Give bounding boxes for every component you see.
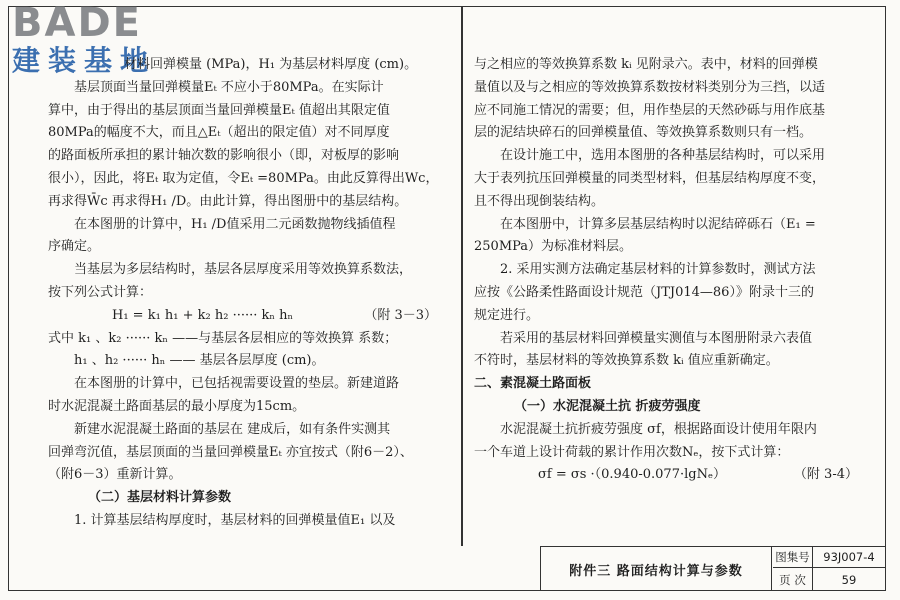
text-line: 规定进行。 [474, 307, 540, 323]
page-label: 页 次 [773, 568, 813, 591]
text-line: 的路面板所承担的累计轴次数的影响很小（即，对板厚的影响 [48, 148, 400, 164]
text-line: 层的泥结块碎石的回弹模量值、等效换算系数则只有一档。 [474, 125, 813, 141]
text-line: 大于表列抗压回弹模量的同类型材料，但基层结构厚度不变， [474, 170, 826, 186]
text-line: 应按《公路柔性路面设计规范（JTJ014—86）》附录十三的 [474, 284, 814, 300]
text-line: 且不得出现倒装结构。 [474, 193, 605, 209]
title-block [540, 546, 886, 591]
text-line: 若采用的基层材料回弹模量实测值与本图册附录六表值 [500, 330, 813, 346]
text-line: 在本图册中，计算多层基层结构时以泥结碎砾石（E₁ = [500, 216, 816, 232]
text-line: 再求得W̄c 再求得H₁ /D。由此计算，得出图册中的基层结构。 [48, 193, 408, 209]
text-line: 新建水泥混凝土路面的基层在 建成后，如有条件实测其 [74, 421, 391, 437]
text-line: 按下列公式计算： [48, 284, 153, 300]
text-line: 基层顶面当量回弹模量Eₜ 不应小于80MPa。在实际计 [74, 79, 384, 95]
text-line: h₁ 、h₂ ······ hₙ —— 基层各层厚度 (cm)。 [74, 353, 325, 369]
text-line: 2. 采用实测方法确定基层材料的计算参数时，测试方法 [500, 262, 816, 278]
text-line: 很小），因此，将Eₜ 取为定值，令Eₜ =80MPa。由此反算得出Wc， [48, 170, 439, 186]
watermark-chinese: 建装基地 [12, 44, 157, 77]
title-block-title: 附件三 路面结构计算与参数 [541, 547, 772, 591]
text-line: 250MPa）为标准材料层。 [474, 239, 633, 255]
text-line: 在本图册的计算中，H₁ /D值采用二元函数抛物线插值程 [74, 216, 396, 232]
text-line: 算中，由于得出的基层顶面当量回弹模量Eₜ 值超出其限定值 [48, 102, 390, 118]
text-line: 与之相应的等效换算系数 kᵢ 见附录六。表中，材料的回弹模 [474, 57, 818, 72]
formula-3-4: σf = σs ·（0.940-0.077·lgNₑ） [538, 467, 726, 483]
equation-number-3-4: （附 3-4） [793, 467, 858, 483]
formula-line [474, 464, 874, 487]
formula-line [48, 305, 453, 328]
text-line: 在本图册的计算中，已包括视需要设置的垫层。新建道路 [74, 376, 400, 392]
text-line: 不符时，基层材料的等效换算系数 kᵢ 值应重新确定。 [474, 353, 779, 369]
text-line: 水泥混凝土抗折疲劳强度 σf，根据路面设计使用年限内 [500, 421, 817, 437]
text-line: 1. 计算基层结构厚度时，基层材料的回弹模量值E₁ 以及 [74, 512, 396, 528]
page-number: 59 [841, 572, 857, 587]
equation-number-3-3: （附 3－3） [364, 307, 437, 323]
text-line: 序确定。 [48, 239, 101, 255]
text-line: 当基层为多层结构时，基层各层厚度采用等效换算系数法， [74, 262, 413, 278]
subsection-heading: （一）水泥混凝土抗 折疲劳强度 [514, 398, 701, 414]
text-line: 材料回弹模量 (MPa)，H₁ 为基层材料厚度 (cm)。 [124, 57, 418, 72]
watermark-logo: BADE [12, 0, 142, 46]
atlas-number: 93J007-4 [813, 547, 885, 568]
text-line: 一个车道上设计荷载的累计作用次数Nₑ，按下式计算： [474, 444, 790, 460]
column-divider [461, 6, 463, 546]
formula-3-3: H₁ = k₁ h₁ + k₂ h₂ ······ kₙ hₙ [112, 307, 294, 323]
text-line: 在设计施工中，选用本图册的各种基层结构时，可以采用 [500, 148, 826, 164]
text-line: 量值以及与之相应的等效换算系数按材料类别分为三挡，以适 [474, 79, 826, 95]
section-heading: 二、素混凝土路面板 [474, 376, 592, 392]
text-line: 时水泥混凝土路面基层的最小厚度为15cm。 [48, 398, 306, 414]
right-column [474, 54, 874, 487]
atlas-number-label: 图集号 [773, 547, 813, 568]
text-line: （附6－3）重新计算。 [48, 467, 182, 483]
text-line: 80MPa的幅度不大，而且△Eₜ（超出的限定值）对不同厚度 [48, 125, 390, 141]
left-column [48, 54, 453, 533]
text-line: 回弹弯沉值，基层顶面的当量回弹模量Eₜ 亦宜按式（附6－2）、 [48, 444, 413, 460]
section-heading: （二）基层材料计算参数 [88, 490, 232, 506]
text-line: 式中 k₁ 、k₂ ······ kₙ ——与基层各层相应的等效换算 系数； [48, 330, 398, 346]
text-line: 应不同施工情况的需要；但，用作垫层的天然砂砾与用作底基 [474, 102, 826, 118]
